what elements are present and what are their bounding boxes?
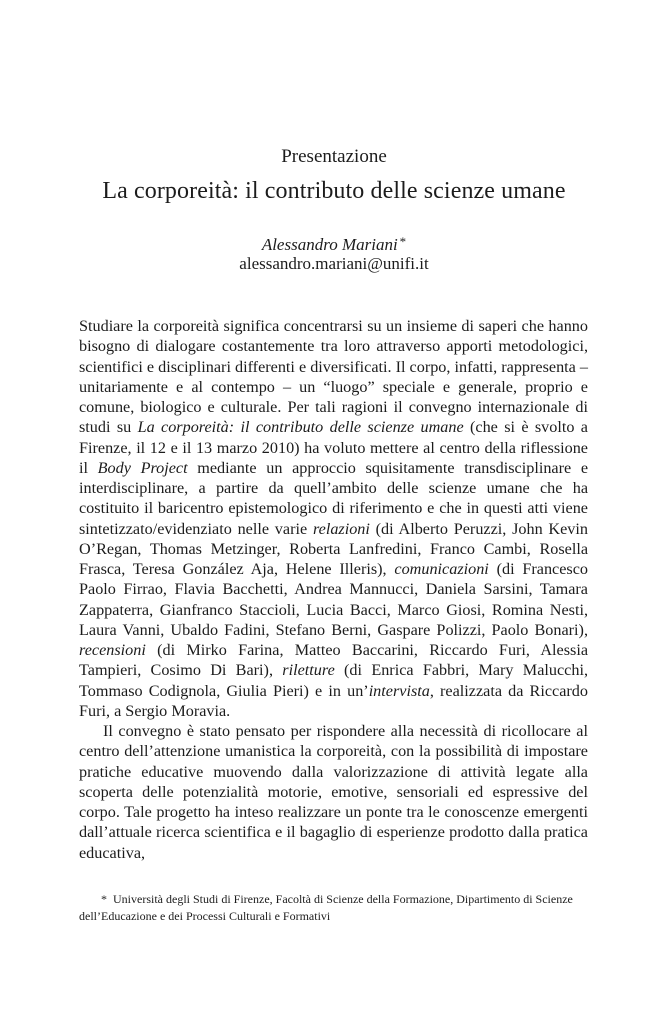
conference-title: La corporeità: il contributo delle scienze umane	[137, 418, 464, 437]
intervista-term: intervista	[368, 681, 430, 700]
recensioni-term: recensioni	[79, 641, 146, 659]
body-project-term: Body Project	[97, 458, 188, 477]
section-label: Presentazione	[281, 146, 387, 167]
relazioni-term: relazioni	[312, 519, 370, 538]
footnote-marker: *	[101, 892, 107, 906]
comunicazioni-term: comunicazioni	[394, 560, 489, 578]
author-email[interactable]: alessandro.mariani@unifi.it	[239, 254, 429, 273]
riletture-term: riletture	[282, 661, 335, 680]
paragraph-2: Il convegno è stato pensato per rispondere alla necessità di ricollocare al centro dell’attenzione umanistica la corporeità, con la possibilità di impostare pratiche educative muovendo dalla valorizzazione di attività legate alla scoperta delle potenzialità motorie, emotive, sensoriali ed espressive del corpo. Tale progetto ha inteso realizzare un ponte tra le conoscenze emergenti dall’attuale ricerca scientifica e il bagaglio di esperienze prodotto dalla pratica educativa,	[79, 722, 588, 862]
author-line	[0, 232, 668, 255]
author-name: Alessandro Mariani	[261, 235, 398, 254]
article-title: La corporeità: il contributo delle scienze umane	[102, 178, 566, 204]
paragraph-1: Studiare la corporeità significa concentrarsi su un insieme di saperi che hanno bisogno di dialogare costantemente tra loro attraverso apporti metodologici, scientifici e disciplinari differenti e diversificati. Il corpo, infatti, rappresenta – unitariamente e al contempo – un “luogo” speciale e generale, proprio e comune, biologico e culturale. Per tali ragioni il convegno internazionale di studi su La corporeità: il contributo delle scienze umane (che si è svolto a Firenze, il 12 e il 13 marzo 2010) ha voluto mettere al centro della riflessione il Body Project mediante un approccio squisitamente transdisciplinare e interdisciplinare, a partire da quell’ambito delle scienze umane che ha costituito il baricentro epistemologico di riferimento e che in questi atti viene sintetizzato/evidenziato nelle varie relazioni (di Alberto Peruzzi, John Kevin O’Regan, Thomas Metzinger, Roberta Lanfredini, Franco Cambi, Rosella Frasca, Teresa González Aja, Helene Illeris), comunicazioni (di Francesco Paolo Firrao, Flavia Bacchetti, Andrea Mannucci, Daniela Sarsini, Tamara Zappaterra, Gianfranco Staccioli, Lucia Bacci, Marco Giosi, Romina Nesti, Laura Vanni, Ubaldo Fadini, Stefano Berni, Gaspare Polizzi, Paolo Bonari), recensioni (di Mirko Farina, Matteo Baccarini, Riccardo Furi, Alessia Tampieri, Cosimo Di Bari), riletture (di Enrica Fabbri, Mary Malucchi, Tommaso Codignola, Giulia Pieri) e in un’intervista, realizzata da Riccardo Furi, a Sergio Moravia.	[79, 317, 589, 720]
footnote-text: Università degli Studi di Firenze, Facoltà di Scienze della Formazione, Dipartimento di Scienze dell’Educazione e dei Processi Culturali e Formativi	[79, 892, 573, 923]
author-footnote-marker[interactable]: *	[399, 234, 407, 249]
footnote	[79, 891, 588, 925]
article-body	[79, 316, 588, 863]
